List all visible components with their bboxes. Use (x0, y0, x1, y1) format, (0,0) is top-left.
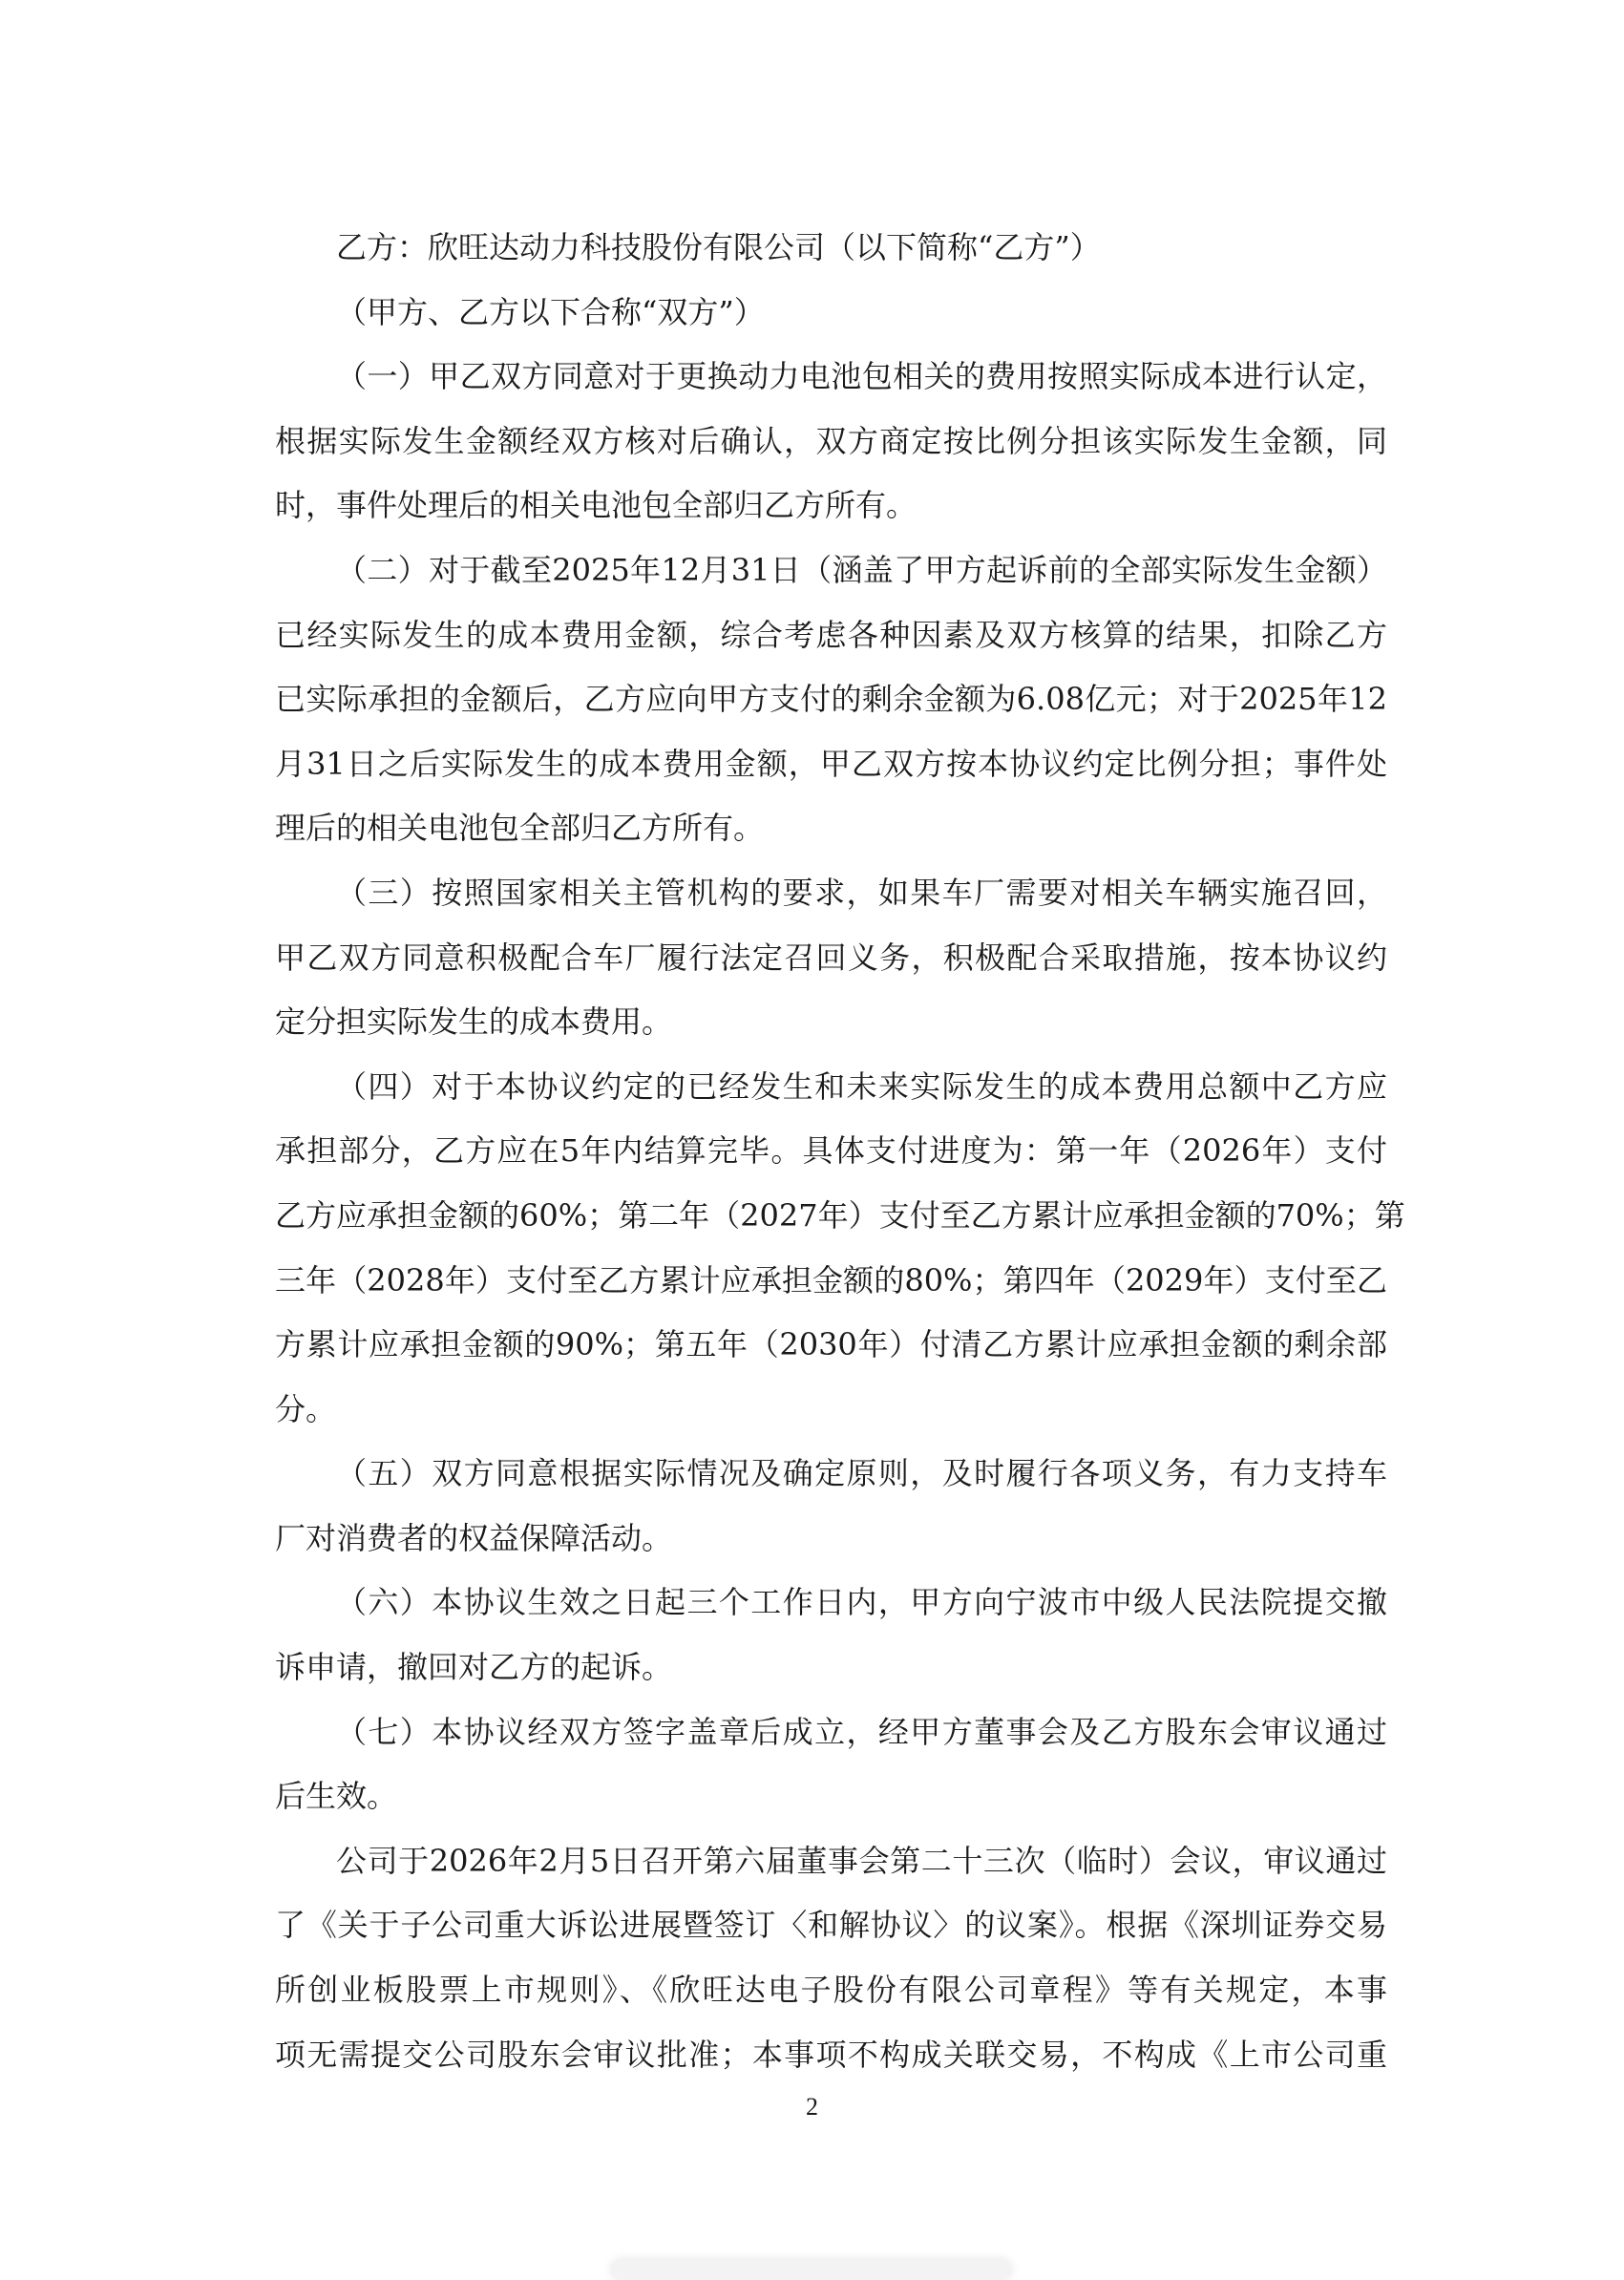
text-line: （甲方、乙方以下合称“双方”） (336, 293, 765, 330)
text-line: 已经实际发生的成本费用金额，综合考虑各种因素及双方核算的结果，扣除乙方 (275, 616, 1387, 653)
text-line: 已实际承担的金额后，乙方应向甲方支付的剩余金额为6.08亿元；对于2025年12 (275, 681, 1387, 718)
text-line: 方累计应承担金额的90%；第五年（2030年）付清乙方累计应承担金额的剩余部 (275, 1326, 1387, 1363)
text-line: 厂对消费者的权益保障活动。 (275, 1519, 673, 1556)
text-line: （六）本协议生效之日起三个工作日内，甲方向宁波市中级人民法院提交撤 (336, 1584, 1387, 1621)
text-line: 承担部分，乙方应在5年内结算完毕。具体支付进度为：第一年（2026年）支付 (275, 1132, 1387, 1170)
text-line: （一）甲乙双方同意对于更换动力电池包相关的费用按照实际成本进行认定， (336, 358, 1387, 395)
paragraph (275, 1055, 1405, 1443)
text-line: （七）本协议经双方签字盖章后成立，经甲方董事会及乙方股东会审议通过 (336, 1713, 1387, 1750)
text-line: （二）对于截至2025年12月31日（涵盖了甲方起诉前的全部实际发生金额） (336, 551, 1387, 588)
text-line: 甲乙双方同意积极配合车厂履行法定召回义务，积极配合采取措施，按本协议约 (275, 939, 1387, 976)
text-line: 分。 (275, 1390, 337, 1427)
paragraph (275, 538, 1387, 861)
text-line: 理后的相关电池包全部归乙方所有。 (275, 810, 765, 847)
text-line: 所创业板股票上市规则》、《欣旺达电子股份有限公司章程》等有关规定，本事 (275, 1972, 1387, 2009)
document-body (275, 216, 1405, 2087)
text-line: （四）对于本协议约定的已经发生和未来实际发生的成本费用总额中乙方应 (336, 1067, 1387, 1105)
paragraph (275, 1442, 1387, 1571)
paragraph (275, 345, 1387, 538)
text-line: 乙方：欣旺达动力科技股份有限公司（以下简称“乙方”） (336, 229, 1101, 265)
text-line: 根据实际发生金额经双方核对后确认，双方商定按比例分担该实际发生金额，同 (275, 422, 1387, 459)
text-line: 定分担实际发生的成本费用。 (275, 1003, 673, 1041)
paragraph (275, 1571, 1387, 1699)
paragraph (275, 216, 1387, 281)
paragraph (275, 1700, 1387, 1829)
text-line: 三年（2028年）支付至乙方累计应承担金额的80%；第四年（2029年）支付至乙 (275, 1261, 1387, 1298)
text-line: 乙方应承担金额的60%；第二年（2027年）支付至乙方累计应承担金额的70%；第 (275, 1196, 1405, 1234)
text-line: （五）双方同意根据实际情况及确定原则，及时履行各项义务，有力支持车 (336, 1455, 1387, 1492)
text-line: 后生效。 (275, 1778, 398, 1815)
text-line: 公司于2026年2月5日召开第六届董事会第二十三次（临时）会议，审议通过 (336, 1842, 1387, 1879)
text-line: 时，事件处理后的相关电池包全部归乙方所有。 (275, 487, 917, 524)
paragraph (275, 861, 1387, 1055)
text-line: 了《关于子公司重大诉讼进展暨签订〈和解协议〉的议案》。根据《深圳证券交易 (275, 1907, 1387, 1944)
page-number: 2 (806, 2093, 818, 2121)
paragraph (275, 281, 1387, 346)
text-line: 诉申请，撤回对乙方的起诉。 (275, 1649, 673, 1686)
text-line: 月31日之后实际发生的成本费用金额，甲乙双方按本协议约定比例分担；事件处 (275, 745, 1387, 782)
paragraph (275, 1829, 1387, 2087)
text-line: 项无需提交公司股东会审议批准；本事项不构成关联交易，不构成《上市公司重 (275, 2036, 1387, 2073)
text-line: （三）按照国家相关主管机构的要求，如果车厂需要对相关车辆实施召回， (336, 874, 1387, 911)
